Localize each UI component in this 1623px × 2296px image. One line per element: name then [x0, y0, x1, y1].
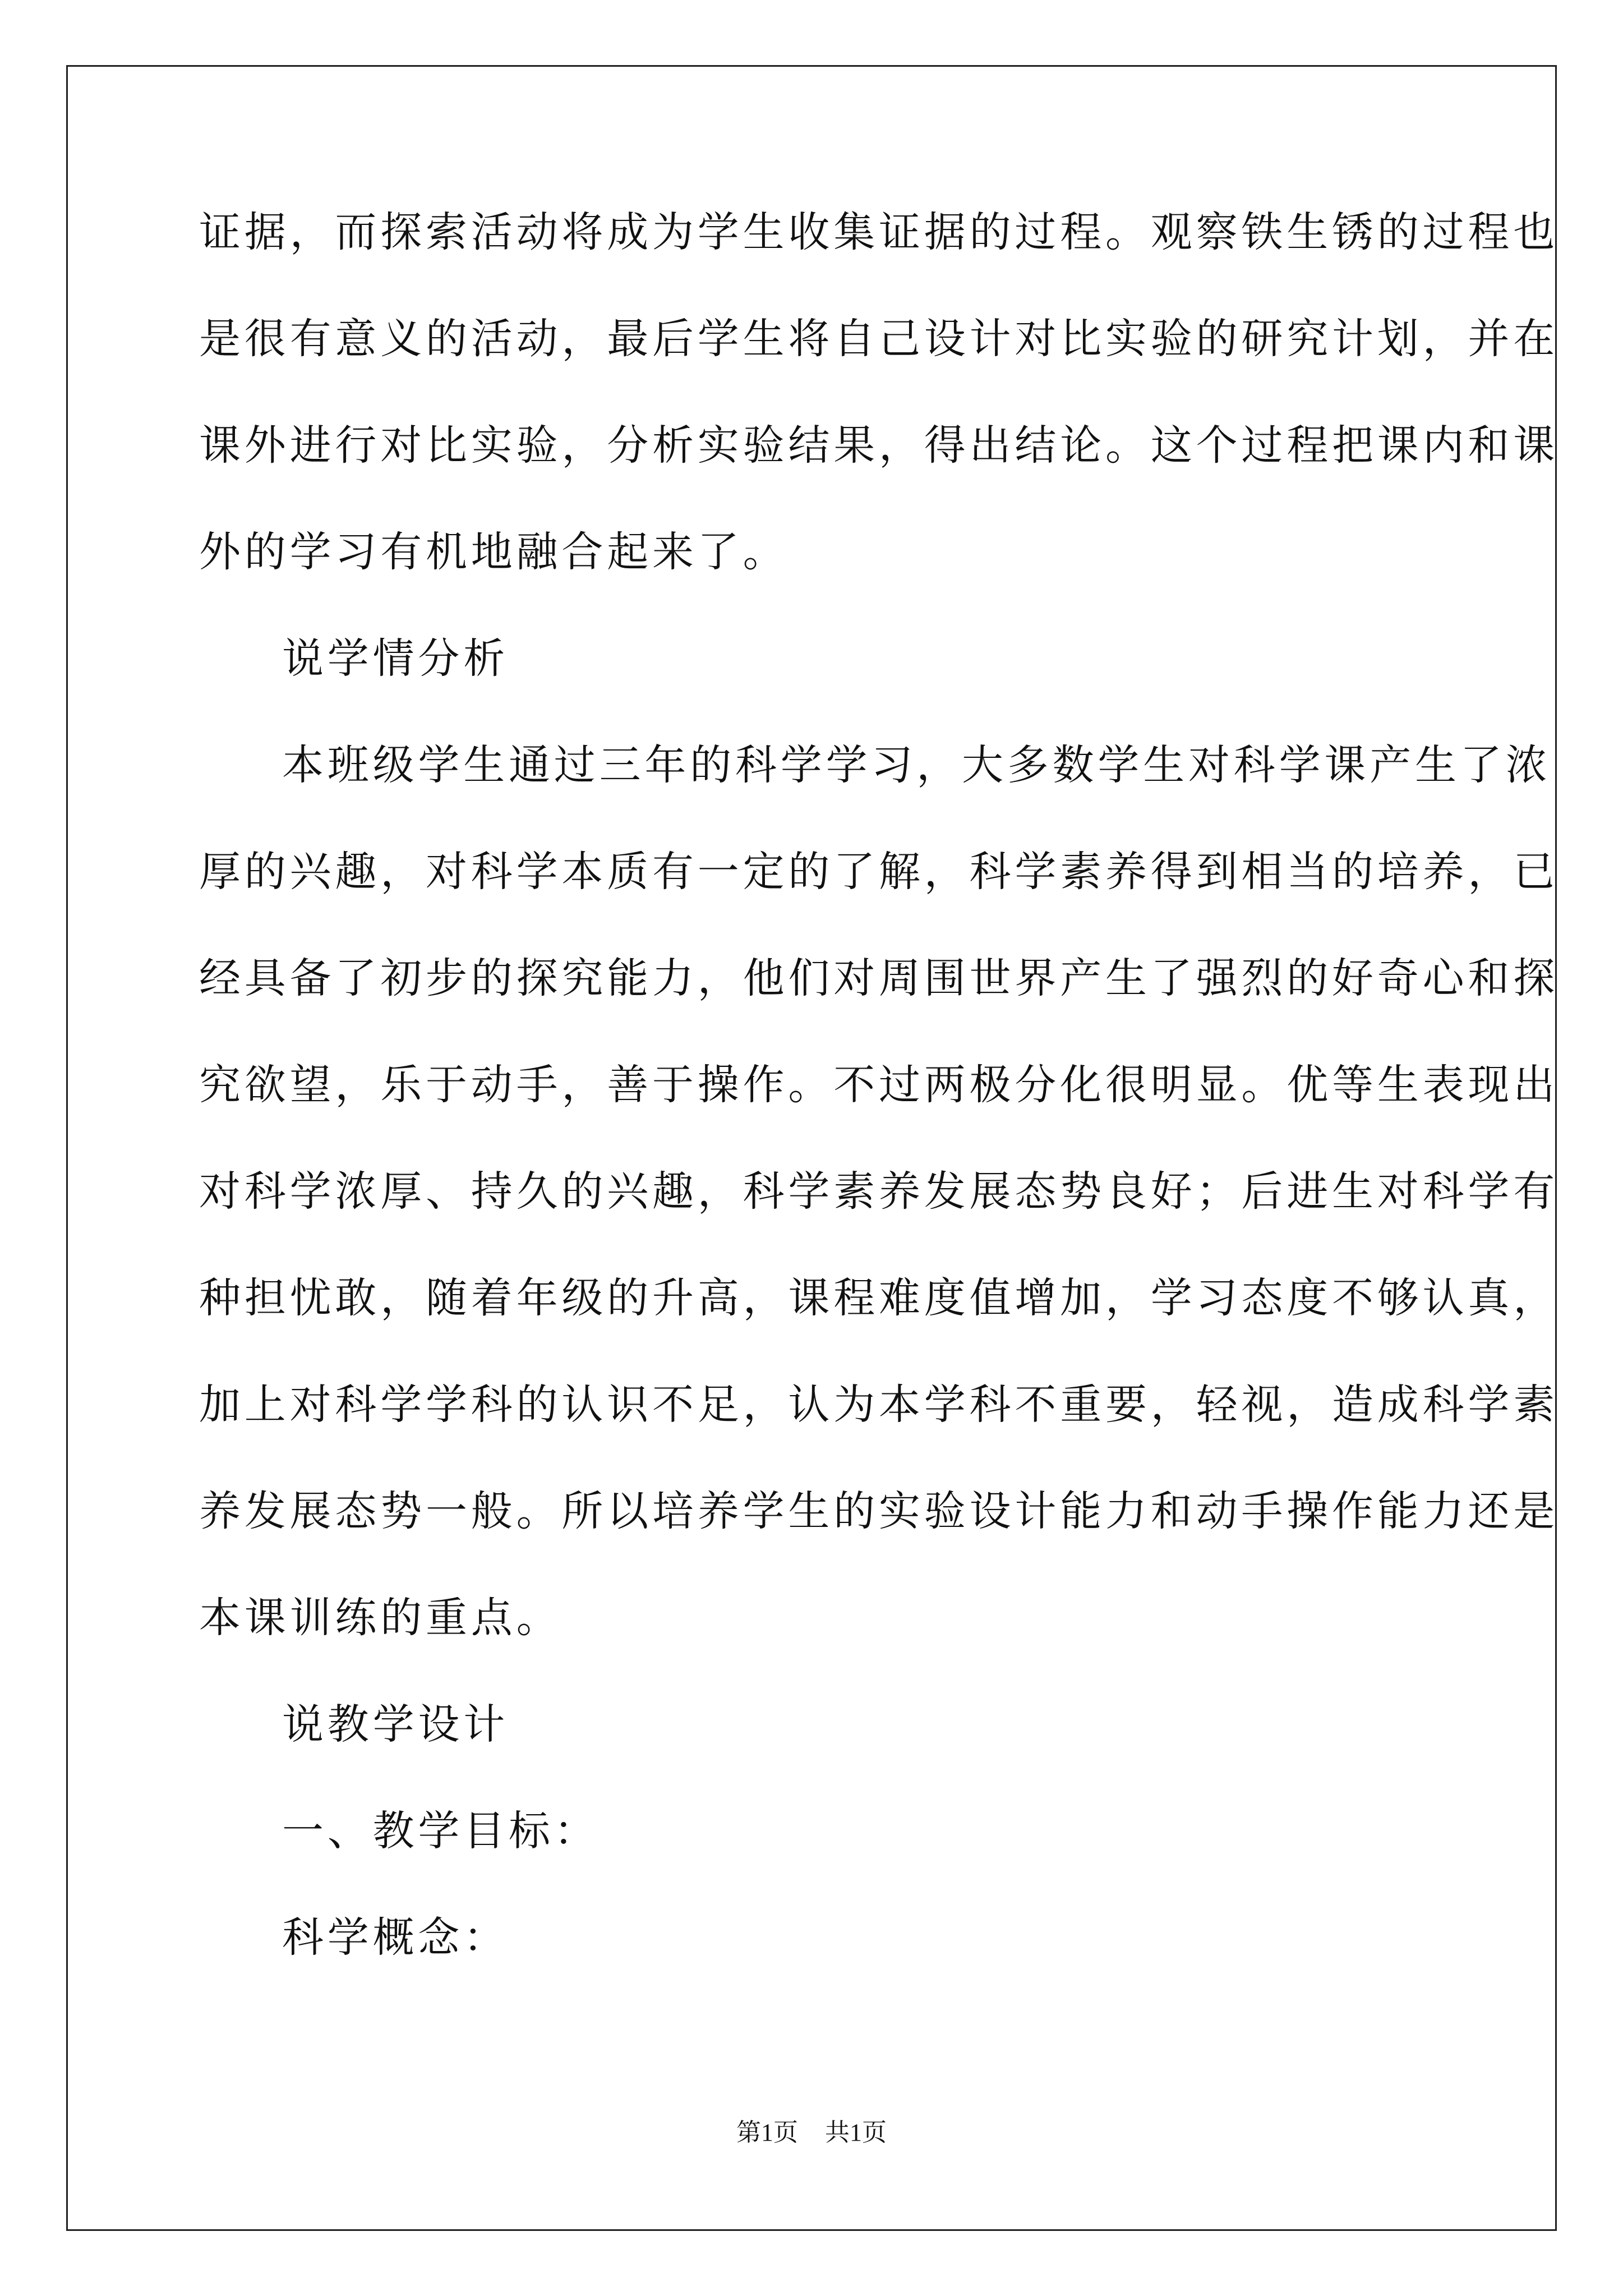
subsection-heading: 一、教学目标：: [282, 1807, 600, 1855]
paragraph-line: 究欲望，乐于动手，善于操作。不过两极分化很明显。优等生表现出: [199, 1061, 1559, 1109]
paragraph-line: 厚的兴趣，对科学本质有一定的了解，科学素养得到相当的培养，已: [199, 848, 1559, 896]
paragraph-line: 种担忧敢，随着年级的升高，课程难度值增加，学习态度不够认真，: [199, 1274, 1559, 1322]
section-heading: 说学情分析: [282, 634, 509, 683]
page-footer: [0, 2112, 1623, 2148]
subsection-heading: 科学概念：: [282, 1913, 509, 1962]
paragraph-line: 对科学浓厚、持久的兴趣，科学素养发展态势良好；后进生对科学有: [199, 1167, 1559, 1216]
page-total: 共1页: [825, 2119, 887, 2146]
page-border: [66, 65, 1557, 2231]
paragraph-line: 本班级学生通过三年的科学学习，大多数学生对科学课产生了浓: [282, 741, 1551, 789]
paragraph-line: 证据，而探索活动将成为学生收集证据的过程。观察铁生锈的过程也: [199, 208, 1559, 256]
paragraph-line: 课外进行对比实验，分析实验结果，得出结论。这个过程把课内和课: [199, 421, 1559, 470]
paragraph-line: 经具备了初步的探究能力，他们对周围世界产生了强烈的好奇心和探: [199, 954, 1559, 1002]
paragraph-line: 外的学习有机地融合起来了。: [199, 528, 789, 576]
paragraph-line: 是很有意义的活动，最后学生将自己设计对比实验的研究计划，并在: [199, 315, 1559, 363]
paragraph-line: 养发展态势一般。所以培养学生的实验设计能力和动手操作能力还是: [199, 1487, 1559, 1535]
section-heading: 说教学设计: [282, 1700, 509, 1749]
paragraph-line: 本课训练的重点。: [199, 1594, 562, 1642]
paragraph-line: 加上对科学学科的认识不足，认为本学科不重要，轻视，造成科学素: [199, 1381, 1559, 1429]
page-number: 第1页: [736, 2119, 798, 2146]
